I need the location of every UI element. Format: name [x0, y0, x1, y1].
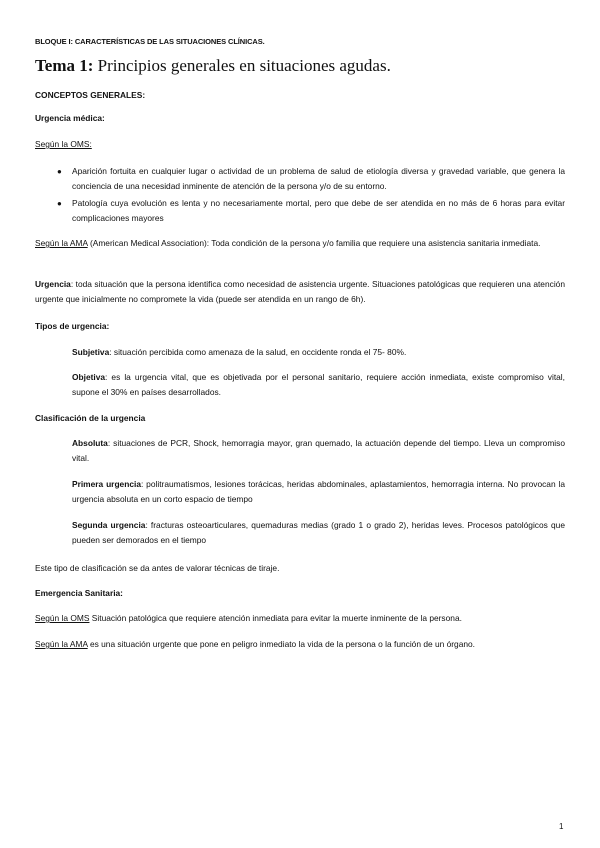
clasificacion-heading: Clasificación de la urgencia [35, 413, 146, 423]
urgencia-medica-heading: Urgencia médica: [35, 113, 105, 123]
title-prefix: Tema 1: [35, 56, 94, 75]
objetiva-text: : es la urgencia vital, que es objetivada por el personal sanitario, requiere acción inmediata, existe compromiso vital, supone el 30% en países desarrollados. [72, 372, 565, 397]
absoluta-label: Absoluta [72, 438, 108, 448]
list-item [57, 196, 565, 226]
absoluta-item [72, 436, 565, 466]
subjetiva-label: Subjetiva [72, 347, 110, 357]
segunda-item [72, 518, 565, 548]
emergencia-ama-text: es una situación urgente que pone en peligro inmediato la vida de la persona o la función de un órgano. [87, 639, 476, 649]
objetiva-item [72, 370, 565, 400]
bullet-icon: ● [57, 167, 62, 176]
emergencia-oms [35, 611, 565, 626]
page-title [35, 56, 391, 76]
subjetiva-item [72, 345, 565, 360]
tipos-heading: Tipos de urgencia: [35, 321, 110, 331]
tiraje-note: Este tipo de clasificación se da antes de valorar técnicas de tiraje. [35, 563, 280, 573]
emergencia-oms-label: Según la OMS [35, 613, 90, 623]
absoluta-text: : situaciones de PCR, Shock, hemorragia mayor, gran quemado, la actuación depende del tiempo. Lleva un compromiso vital. [72, 438, 565, 463]
bullet-icon: ● [57, 199, 62, 208]
ama-label: Según la AMA [35, 238, 88, 248]
emergencia-ama [35, 637, 565, 652]
segunda-text: : fracturas osteoarticulares, quemaduras medias (grado 1 o grado 2), heridas leves. Procesos patológicos que pueden ser demorados en el tiempo [72, 520, 565, 545]
section-header: BLOQUE I: CARACTERÍSTICAS DE LAS SITUACIONES CLÍNICAS. [35, 37, 265, 46]
list-item [57, 164, 565, 194]
oms-bullet-list [57, 164, 565, 228]
subjetiva-text: : situación percibida como amenaza de la salud, en occidente ronda el 75- 80%. [109, 347, 407, 357]
bullet-text: Aparición fortuita en cualquier lugar o actividad de un problema de salud de etiología diversa y gravedad variable, que genera la conciencia de una necesidad inminente de atención de la persona y/o de su entorno. [72, 166, 565, 191]
emergencia-ama-label: Según la AMA [35, 639, 88, 649]
bullet-text: Patología cuya evolución es lenta y no necesariamente mortal, pero que debe de ser atendida en no más de 6 horas para evitar complicaciones mayores [72, 198, 565, 223]
title-text: Principios generales en situaciones agudas. [93, 56, 391, 75]
primera-label: Primera urgencia [72, 479, 141, 489]
segunda-label: Segunda urgencia [72, 520, 146, 530]
emergencia-oms-text: Situación patológica que requiere atención inmediata para evitar la muerte inminente de la persona. [89, 613, 462, 623]
page-number: 1 [559, 822, 564, 831]
urgencia-text: : toda situación que la persona identifica como necesidad de asistencia urgente. Situaciones patológicas que requieren una atención urgente que inicialmente no compromete la vida (puede ser atendida en un rango de 6h). [35, 279, 565, 304]
urgencia-definition [35, 277, 565, 307]
emergencia-heading: Emergencia Sanitaria: [35, 588, 123, 598]
conceptos-heading: CONCEPTOS GENERALES: [35, 90, 146, 100]
ama-definition [35, 236, 565, 251]
primera-text: : politraumatismos, lesiones torácicas, heridas abdominales, aplastamientos, hemorragia interna. No provocan la urgencia absoluta en un corto espacio de tiempo [72, 479, 566, 504]
objetiva-label: Objetiva [72, 372, 106, 382]
urgencia-label: Urgencia [35, 279, 71, 289]
segun-oms-label: Según la OMS: [35, 139, 92, 149]
primera-item [72, 477, 565, 507]
ama-text: (American Medical Association): Toda condición de la persona y/o familia que requiere una asistencia sanitaria inmediata. [87, 238, 541, 248]
